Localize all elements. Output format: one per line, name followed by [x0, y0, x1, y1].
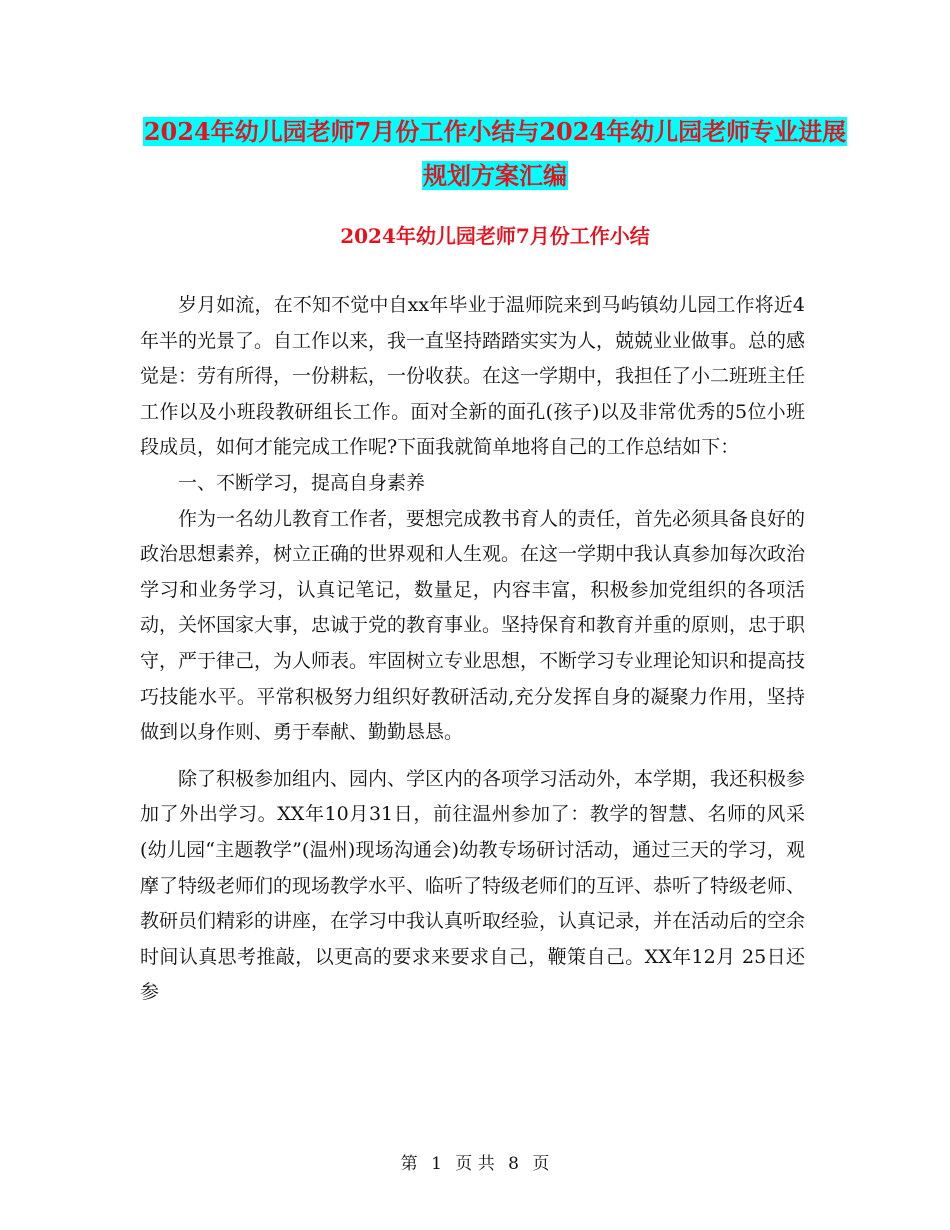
page-footer — [0, 1152, 950, 1176]
footer-prefix: 第 — [400, 1154, 418, 1174]
footer-current-page: 1 — [431, 1154, 442, 1174]
paragraph-study: 作为一名幼儿教育工作者，要想完成教书育人的责任，首先必须具备良好的政治思想素养，树立正确的世界观和人生观。在这一学期中我认真参加每次政治学习和业务学习，认真记笔记，数量足，内容丰富，积极参加党组织的各项活动，关怀国家大事，忠诚于党的教育事业。坚持保育和教育并重的原则，忠于职守，严于律己，为人师表。牢固树立专业思想，不断学习专业理论知识和提高技巧技能水平。平常积极努力组织好教研活动,充分发挥自身的凝聚力作用，坚持做到以身作则、勇于奉献、勤勤恳恳。 — [140, 507, 806, 744]
footer-total-pages: 8 — [508, 1154, 519, 1174]
paragraph-intro: 岁月如流，在不知不觉中自xx年毕业于温师院来到马屿镇幼儿园工作将近4年半的光景了。自工作以来，我一直坚持踏踏实实为人，兢兢业业做事。总的感觉是：劳有所得，一份耕耘，一份收获。在这一学期中，我担任了小二班班主任工作以及小班段教研组长工作。面对全新的面孔(孩子)以及非常优秀的5位小班段成员，如何才能完成工作呢?下面我就简单地将自己的工作总结如下： — [140, 294, 806, 459]
footer-middle: 页 共 — [455, 1154, 495, 1174]
paragraph-outside-study: 除了积极参加组内、园内、学区内的各项学习活动外，本学期，我还积极参加了外出学习。XX年10月31日，前往温州参加了：教学的智慧、名师的风采 (幼儿园“主题教学”(温州)现场沟通会)幼教专场研讨活动，通过三天的学习，观摩了特级老师们的现场教学水平、临听了特级老师们的互评、恭听了特级老师、教研员们精彩的讲座，在学习中我认真听取经验，认真记录，并在活动后的空余时间认真思考推敲，以更高的要求来要求自己，鞭策自己。XX年12月 25日还参 — [140, 767, 806, 1004]
footer-suffix: 页 — [532, 1154, 550, 1174]
section-title: 2024年幼儿园老师7月份工作小结 — [340, 224, 650, 248]
document-title-highlight: 2024年幼儿园老师7月份工作小结与2024年幼儿园老师专业进展规划方案汇编 — [143, 117, 847, 190]
document-body — [140, 288, 805, 1011]
document-title — [140, 110, 850, 198]
paragraph-heading-1: 一、不断学习，提高自身素养 — [178, 471, 426, 494]
